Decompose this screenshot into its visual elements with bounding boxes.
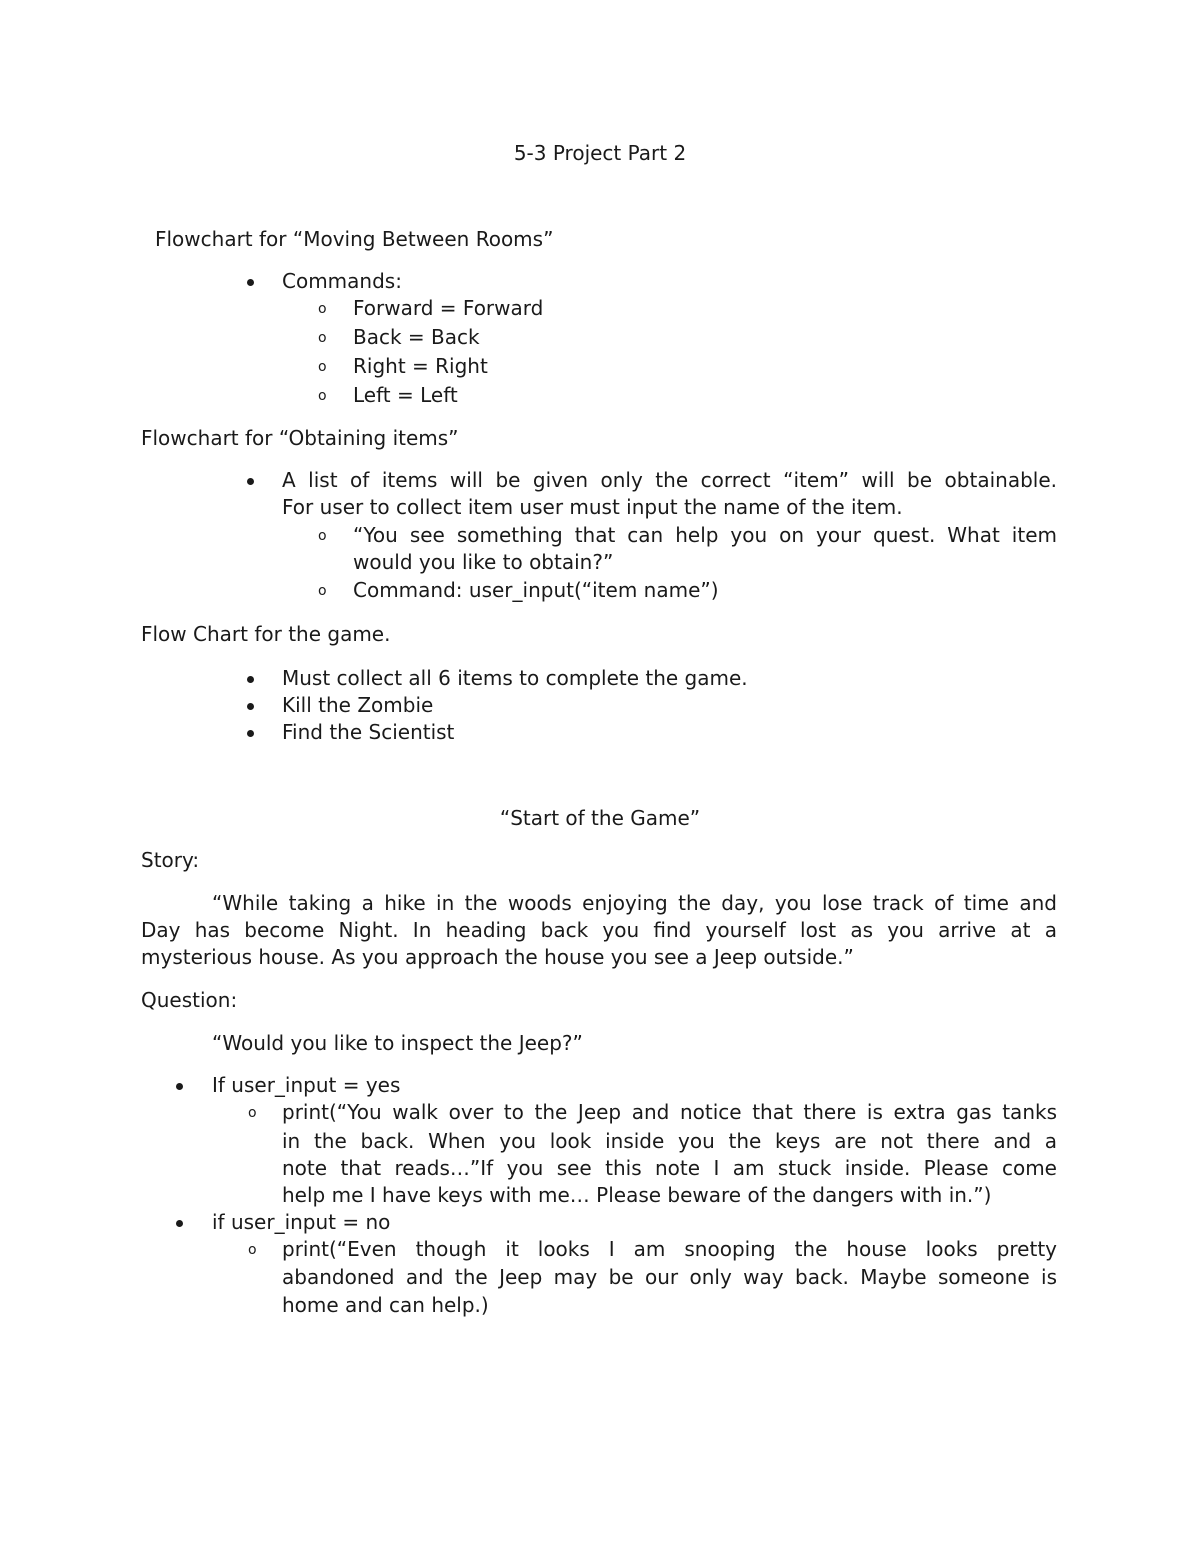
start-heading: “Start of the Game” — [499, 806, 701, 830]
command-item: Back = Back — [353, 325, 480, 349]
sub-bullet-marker: o — [318, 528, 327, 544]
bullet-marker — [247, 478, 254, 485]
if-yes-condition: If user_input = yes — [212, 1073, 401, 1097]
section-heading-moving: Flowchart for “Moving Between Rooms” — [155, 227, 554, 251]
story-label: Story: — [141, 848, 200, 872]
bullet-marker — [247, 703, 254, 710]
yes-print-line: note that reads…”If you see this note I am stuck inside. Please come — [282, 1156, 1057, 1180]
yes-print-line: help me I have keys with me… Please beware of the dangers with in.”) — [282, 1183, 992, 1207]
sub-bullet-marker: o — [318, 388, 327, 404]
no-print-line: abandoned and the Jeep may be our only way back. Maybe someone is — [282, 1265, 1057, 1289]
commands-label: Commands: — [282, 269, 402, 293]
story-line: Day has become Night. In heading back you find yourself lost as you arrive at a — [141, 918, 1057, 942]
section-heading-items: Flowchart for “Obtaining items” — [141, 426, 459, 450]
section-heading-game: Flow Chart for the game. — [141, 622, 391, 646]
game-bullet: Kill the Zombie — [282, 693, 434, 717]
sub-bullet-marker: o — [248, 1242, 257, 1258]
game-bullet: Find the Scientist — [282, 720, 455, 744]
bullet-marker — [247, 676, 254, 683]
yes-print-line: print(“You walk over to the Jeep and notice that there is extra gas tanks — [282, 1100, 1057, 1124]
story-line: mysterious house. As you approach the house you see a Jeep outside.” — [141, 945, 854, 969]
bullet-marker — [247, 730, 254, 737]
story-line: “While taking a hike in the woods enjoying the day, you lose track of time and — [212, 891, 1057, 915]
sub-bullet-marker: o — [248, 1105, 257, 1121]
bullet-marker — [176, 1083, 183, 1090]
question-label: Question: — [141, 988, 238, 1012]
bullet-marker — [176, 1220, 183, 1227]
bullet-marker — [247, 279, 254, 286]
game-bullet: Must collect all 6 items to complete the game. — [282, 666, 748, 690]
sub-bullet-marker: o — [318, 330, 327, 346]
yes-print-line: in the back. When you look inside you the keys are not there and a — [282, 1129, 1057, 1153]
items-bullet-line: A list of items will be given only the correct “item” will be obtainable. — [282, 468, 1057, 492]
no-print-line: print(“Even though it looks I am snooping the house looks pretty — [282, 1237, 1057, 1261]
command-item: Right = Right — [353, 354, 488, 378]
items-sub-line: Command: user_input(“item name”) — [353, 578, 719, 602]
items-sub-line: “You see something that can help you on your quest. What item — [353, 523, 1057, 547]
page-title: 5-3 Project Part 2 — [513, 141, 687, 165]
sub-bullet-marker: o — [318, 583, 327, 599]
question-text: “Would you like to inspect the Jeep?” — [212, 1031, 583, 1055]
items-sub-line: would you like to obtain?” — [353, 550, 614, 574]
sub-bullet-marker: o — [318, 359, 327, 375]
items-bullet-line: For user to collect item user must input the name of the item. — [282, 495, 903, 519]
if-no-condition: if user_input = no — [212, 1210, 391, 1234]
command-item: Left = Left — [353, 383, 458, 407]
command-item: Forward = Forward — [353, 296, 544, 320]
sub-bullet-marker: o — [318, 301, 327, 317]
no-print-line: home and can help.) — [282, 1293, 489, 1317]
